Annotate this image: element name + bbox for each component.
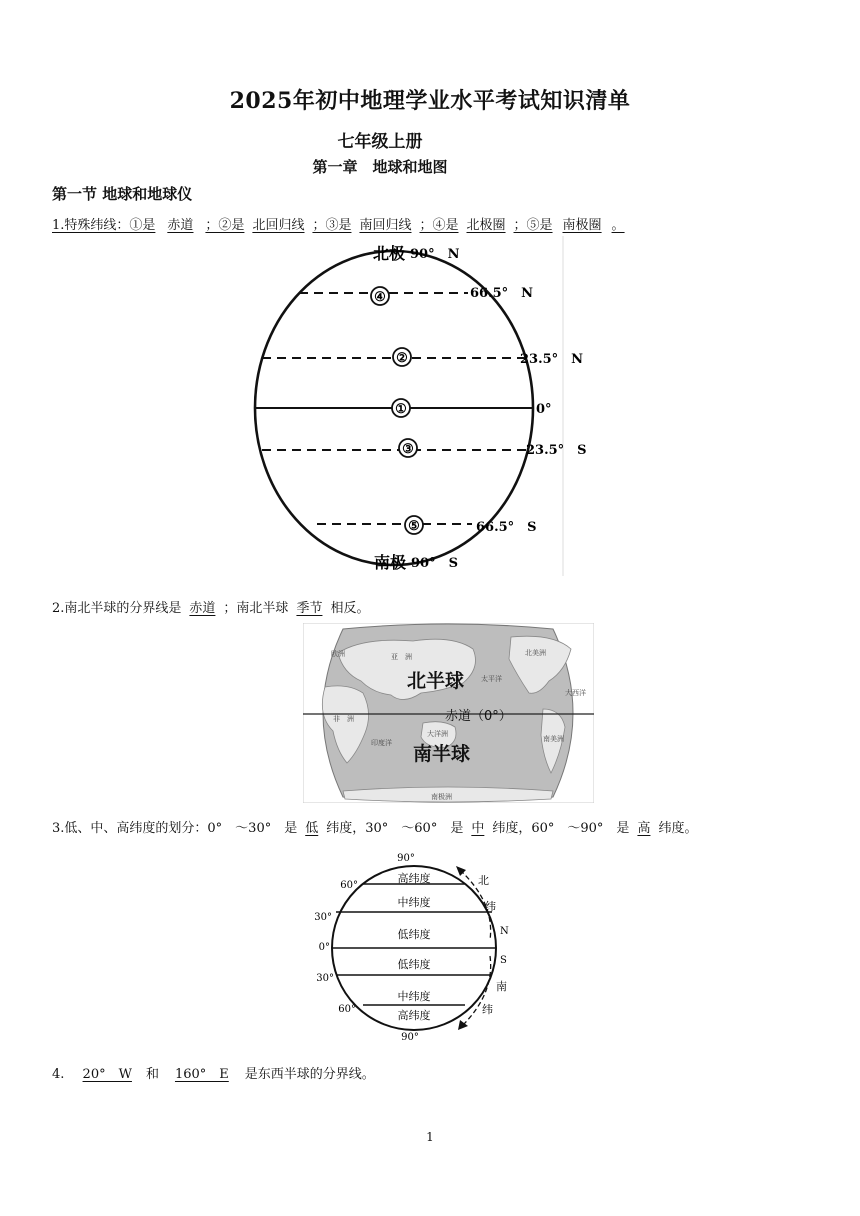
label-n: N	[500, 926, 509, 937]
q2-answer-2: 季节	[296, 601, 323, 616]
latitude-zones-figure	[310, 848, 525, 1044]
zone-high-north: 高纬度	[397, 872, 431, 885]
q1-prefix: 1.特殊纬线：①是	[52, 218, 156, 233]
q1-answer-2: 北回归线	[252, 218, 305, 233]
equator-label: 赤道（0°）	[445, 709, 512, 724]
southern-hemisphere-label: 南半球	[413, 743, 471, 765]
question-4	[52, 1063, 375, 1082]
question-3	[52, 817, 697, 836]
q1-sep-3: ；③是	[312, 218, 352, 233]
question-1	[52, 214, 625, 233]
q2-end: 相反。	[330, 601, 370, 616]
label-bei: 北	[478, 874, 489, 887]
map-label-indian: 印度洋	[371, 739, 392, 747]
q4-prefix: 4.	[52, 1067, 65, 1082]
q3-mid-2: 纬度，60° ～90° 是	[492, 821, 630, 836]
map-label-africa: 非 洲	[333, 715, 354, 723]
page-number: 1	[426, 1130, 434, 1144]
deg-0: 0°	[318, 942, 330, 953]
map-label-pacific: 太平洋	[481, 675, 502, 683]
zone-mid-south: 中纬度	[397, 990, 431, 1003]
grade-subtitle: 七年级上册	[337, 132, 423, 152]
map-label-atlantic: 大西洋	[565, 689, 586, 697]
label-23-5-s: 23.5° S	[526, 443, 587, 458]
south-pole-label: 南极	[374, 553, 407, 572]
q2-mid: ；南北半球	[223, 601, 289, 616]
q2-prefix: 2.南北半球的分界线是	[52, 601, 182, 616]
label-66-5-n: 66.5° N	[470, 286, 534, 301]
chapter-heading: 第一章 地球和地图	[312, 158, 448, 176]
map-label-north-america: 北美洲	[525, 649, 546, 657]
q4-answer-2: 160° E	[174, 1067, 229, 1082]
zone-low-south: 低纬度	[397, 958, 431, 971]
q4-mid: 和	[145, 1067, 159, 1082]
label-66-5-s: 66.5° S	[476, 520, 537, 535]
q2-answer-1: 赤道	[189, 601, 216, 616]
map-label-europe: 欧洲	[331, 650, 345, 658]
deg-60n: 60°	[340, 880, 358, 891]
marker-2: ②	[396, 351, 408, 366]
deg-30n: 30°	[314, 912, 332, 923]
q3-end: 纬度。	[658, 821, 698, 836]
q3-answer-3: 高	[637, 821, 651, 836]
question-2	[52, 597, 369, 616]
q3-answer-2: 中	[471, 821, 485, 836]
document-title: 2025年初中地理学业水平考试知识清单	[229, 88, 631, 114]
deg-60s: 60°	[338, 1004, 356, 1015]
deg-90-bottom: 90°	[401, 1032, 419, 1043]
q1-answer-5: 南极圈	[562, 218, 602, 233]
special-latitudes-figure	[240, 236, 600, 578]
section-heading: 第一节 地球和地球仪	[52, 185, 193, 203]
label-wei-north: 纬	[485, 900, 496, 913]
marker-1: ①	[395, 402, 407, 417]
zone-low-north: 低纬度	[397, 928, 431, 941]
q1-sep-5: ；⑤是	[513, 218, 553, 233]
marker-4: ④	[374, 290, 386, 305]
q1-sep-2: ；②是	[205, 218, 245, 233]
zone-mid-north: 中纬度	[397, 896, 431, 909]
q1-sep-4: ；④是	[419, 218, 459, 233]
q3-answer-1: 低	[305, 821, 319, 836]
label-s: S	[500, 955, 507, 966]
label-23-5-n: 23.5° N	[520, 352, 584, 367]
north-pole-degree: 90° N	[410, 247, 460, 262]
q1-answer-4: 北极圈	[466, 218, 506, 233]
label-wei-south: 纬	[482, 1003, 493, 1016]
south-pole-degree: 90° S	[411, 556, 458, 571]
label-nan: 南	[496, 980, 507, 993]
label-0: 0°	[536, 402, 552, 417]
q3-prefix: 3.低、中、高纬度的划分：0° ～30° 是	[52, 821, 298, 836]
deg-90-top: 90°	[397, 853, 415, 864]
q4-end: 是东西半球的分界线。	[244, 1067, 375, 1082]
deg-30s: 30°	[316, 973, 334, 984]
hemispheres-map-figure	[303, 623, 594, 803]
q1-end: 。	[611, 218, 625, 233]
marker-3: ③	[402, 442, 414, 457]
northern-hemisphere-label: 北半球	[407, 670, 465, 692]
map-label-south-america: 南美洲	[543, 735, 564, 743]
map-label-antarctica: 南极洲	[431, 793, 452, 801]
q1-answer-3: 南回归线	[359, 218, 412, 233]
map-label-oceania: 大洋洲	[427, 730, 448, 738]
q4-answer-1: 20° W	[82, 1067, 132, 1082]
north-pole-label: 北极	[373, 244, 406, 263]
map-label-asia: 亚 洲	[391, 653, 412, 661]
marker-5: ⑤	[408, 519, 420, 534]
q3-mid-1: 纬度，30° ～60° 是	[326, 821, 464, 836]
zone-high-south: 高纬度	[397, 1009, 431, 1022]
q1-answer-1: 赤道	[167, 218, 194, 233]
